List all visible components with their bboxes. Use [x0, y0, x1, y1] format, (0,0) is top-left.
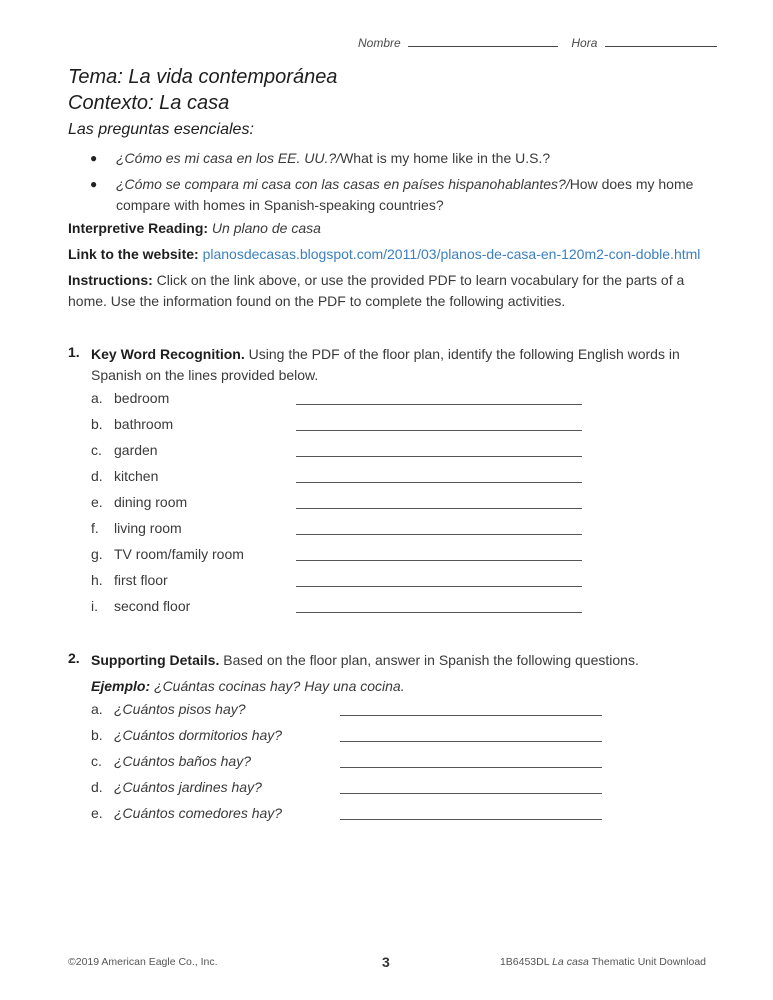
- unit-code: 1B6453DL: [499, 956, 550, 968]
- item-text: second floor: [114, 598, 191, 614]
- essential-questions-heading: Las preguntas esenciales:: [68, 121, 254, 138]
- item-text: bedroom: [114, 390, 170, 406]
- answer-line[interactable]: [296, 456, 582, 457]
- list-item: [91, 779, 262, 795]
- list-item: [91, 390, 169, 406]
- item-letter: a.: [91, 701, 103, 717]
- instructions-text: Click on the link above, or use the provided PDF to learn vocabulary for the parts of a home. Use the information found on the PDF to complete the following activities.: [68, 272, 685, 309]
- list-item: [91, 520, 182, 536]
- item-letter: e.: [91, 805, 103, 821]
- answer-line[interactable]: [340, 741, 602, 742]
- list-item: [91, 805, 282, 821]
- item-text: bathroom: [114, 416, 174, 432]
- section-heading: Key Word Recognition.: [91, 346, 245, 362]
- list-item: [91, 727, 282, 743]
- answer-line[interactable]: [340, 819, 602, 820]
- footer-unit: [500, 956, 706, 968]
- reading-label: Interpretive Reading:: [68, 220, 209, 236]
- answer-line[interactable]: [340, 715, 602, 716]
- list-item: [91, 494, 187, 510]
- item-text: first floor: [114, 572, 168, 588]
- item-letter: g.: [91, 546, 103, 562]
- item-text: living room: [114, 520, 182, 536]
- example-label: Ejemplo:: [91, 678, 151, 694]
- website-link[interactable]: planosdecasas.blogspot.com/2011/03/planos-de-casa-en-120m2-con-doble.html: [202, 246, 701, 262]
- item-letter: c.: [91, 442, 102, 458]
- item-letter: i.: [91, 598, 98, 614]
- website-link-row: [68, 244, 708, 265]
- item-letter: a.: [91, 390, 103, 406]
- list-item: [91, 468, 158, 484]
- answer-line[interactable]: [296, 586, 582, 587]
- item-letter: e.: [91, 494, 103, 510]
- name-label: Nombre: [358, 36, 401, 50]
- item-text: ¿Cuántos baños hay?: [114, 753, 251, 769]
- bullet-icon: ●: [90, 177, 98, 191]
- item-text: ¿Cuántos jardines hay?: [114, 779, 262, 795]
- question-english: How does my home compare with homes in Spanish-speaking countries?: [116, 176, 694, 213]
- item-text: garden: [114, 442, 158, 458]
- question-spanish: ¿Cómo se compara mi casa con las casas en países hispanohablantes?/: [116, 176, 570, 192]
- unit-suffix: Thematic Unit Download: [591, 956, 706, 968]
- footer-copyright: ©2019 American Eagle Co., Inc.: [68, 956, 218, 968]
- answer-line[interactable]: [296, 430, 582, 431]
- item-text: ¿Cuántos comedores hay?: [114, 805, 283, 821]
- list-item: [91, 598, 190, 614]
- question-spanish: ¿Cómo es mi casa en los EE. UU.?/: [116, 150, 341, 166]
- interpretive-reading: [68, 218, 708, 239]
- section-number: 1.: [68, 344, 80, 360]
- website-label: Link to the website:: [68, 246, 199, 262]
- item-letter: h.: [91, 572, 103, 588]
- question-english: What is my home like in the U.S.?: [340, 150, 551, 166]
- section-text: Based on the floor plan, answer in Spanish the following questions.: [223, 652, 639, 668]
- item-letter: b.: [91, 727, 103, 743]
- item-letter: f.: [91, 520, 99, 536]
- contexto-title: Contexto: La casa: [68, 92, 230, 114]
- list-item: [91, 442, 158, 458]
- header-fields: [358, 36, 717, 50]
- item-letter: c.: [91, 753, 102, 769]
- section-text: Using the PDF of the floor plan, identify the following English words in Spanish on the lines provided below.: [91, 346, 680, 383]
- item-text: kitchen: [114, 468, 159, 484]
- list-item: [91, 546, 244, 562]
- item-text: ¿Cuántos pisos hay?: [114, 701, 246, 717]
- item-text: dining room: [114, 494, 188, 510]
- tema-title: Tema: La vida contemporánea: [68, 66, 338, 88]
- answer-line[interactable]: [296, 404, 582, 405]
- item-letter: d.: [91, 779, 103, 795]
- instructions-label: Instructions:: [68, 272, 153, 288]
- section-number: 2.: [68, 650, 80, 666]
- instructions: [68, 270, 708, 312]
- hour-field[interactable]: [605, 36, 717, 47]
- answer-line[interactable]: [296, 560, 582, 561]
- unit-title: La casa: [552, 956, 589, 968]
- hour-label: Hora: [571, 36, 598, 50]
- reading-value: Un plano de casa: [211, 220, 321, 236]
- bullet-icon: ●: [90, 151, 98, 165]
- name-field[interactable]: [408, 36, 558, 47]
- section-heading: Supporting Details.: [91, 652, 220, 668]
- answer-line[interactable]: [296, 612, 582, 613]
- list-item: [91, 572, 168, 588]
- list-item: [91, 416, 173, 432]
- item-text: ¿Cuántos dormitorios hay?: [114, 727, 283, 743]
- item-letter: b.: [91, 416, 103, 432]
- page-number: 3: [382, 954, 390, 970]
- list-item: [91, 701, 246, 717]
- list-item: [91, 753, 251, 769]
- answer-line[interactable]: [340, 767, 602, 768]
- item-text: TV room/family room: [114, 546, 244, 562]
- answer-line[interactable]: [296, 482, 582, 483]
- answer-line[interactable]: [296, 508, 582, 509]
- item-letter: d.: [91, 468, 103, 484]
- example-text: ¿Cuántas cocinas hay? Hay una cocina.: [154, 678, 405, 694]
- answer-line[interactable]: [296, 534, 582, 535]
- answer-line[interactable]: [340, 793, 602, 794]
